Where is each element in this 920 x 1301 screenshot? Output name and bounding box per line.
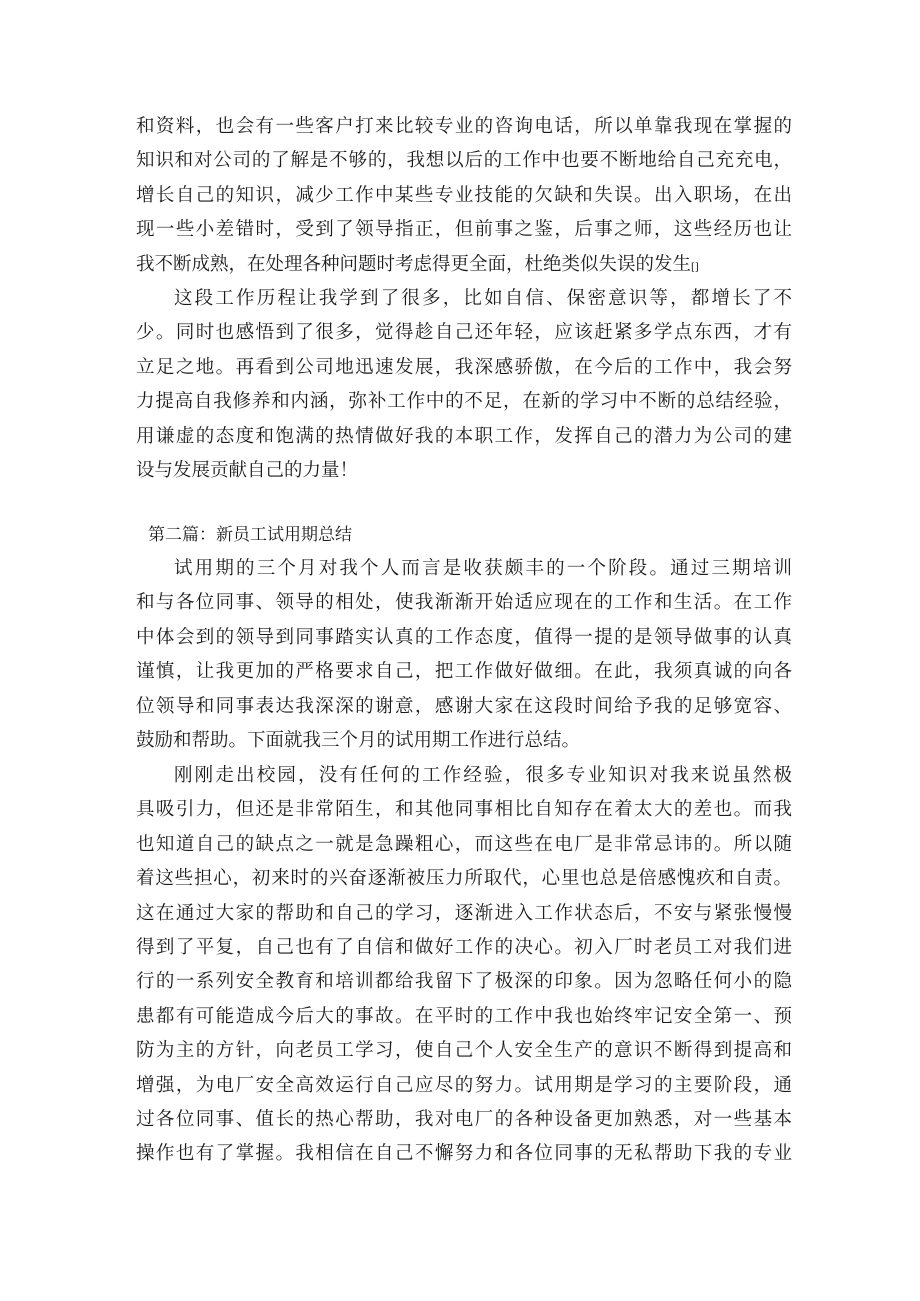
text-line: 少。同时也感悟到了很多，觉得趁自己还年轻，应该赶紧多学点东西，才有 [136,322,792,344]
text-line: 这在通过大家的帮助和自己的学习，逐渐进入工作状态后，不安与紧张慢慢 [136,902,792,924]
text-line: 增强，为电厂安全高效运行自己应尽的努力。试用期是学习的主要阶段，通 [136,1074,792,1096]
section2-paragraph2 [136,759,792,1172]
text-line: 患都有可能造成今后大的事故。在平时的工作中我也始终牢记安全第一、预 [136,1005,792,1027]
text-line: 这段工作历程让我学到了很多，比如自信、保密意识等，都增长了不 [174,288,792,309]
text-line: 谨慎，让我更加的严格要求自己，把工作做好做细。在此，我须真诚的向各 [136,661,792,683]
footnote-mark: [] [691,261,699,273]
text-line: 力提高自我修养和内涵，弥补工作中的不足，在新的学习中不断的总结经验， [136,391,792,413]
text-line: 知识和对公司的了解是不够的，我想以后的工作中也要不断地给自己充充电， [136,150,792,172]
text-line: 设与发展贡献自己的力量！ [136,459,359,481]
section1-paragraph2 [136,282,792,488]
text-line: 刚刚走出校园，没有任何的工作经验，很多专业知识对我来说虽然极 [174,765,792,786]
text-line: 过各位同事、值长的热心帮助，我对电厂的各种设备更加熟悉，对一些基本 [136,1108,792,1130]
section1-paragraph1 [136,110,792,282]
text-line: 和资料，也会有一些客户打来比较专业的咨询电话，所以单靠我现在掌握的 [136,116,792,137]
text-line: 和与各位同事、领导的相处，使我渐渐开始适应现在的工作和生活。在工作 [136,592,792,614]
text-line: 试用期的三个月对我个人而言是收获颇丰的一个阶段。通过三期培训 [174,558,792,579]
section2-heading: 第二篇：新员工试用期总结 [148,525,352,545]
text-line: 用谦虚的态度和饱满的热情做好我的本职工作，发挥自己的潜力为公司的建 [136,425,792,447]
text-line: 增长自己的知识，减少工作中某些专业技能的欠缺和失误。出入职场，在出 [136,184,792,206]
text-line: 鼓励和帮助。下面就我三个月的试用期工作进行总结。 [136,729,581,751]
text-line: 操作也有了掌握。我相信在自己不懈努力和各位同事的无私帮助下我的专业 [136,1143,792,1165]
text-line-last [136,248,792,282]
text-line: 也知道自己的缺点之一就是急躁粗心，而这些在电厂是非常忌讳的。所以随 [136,833,792,855]
text-line: 现一些小差错时，受到了领导指正，但前事之鉴，后事之师，这些经历也让 [136,219,792,241]
text-line: 行的一系列安全教育和培训都给我留下了极深的印象。因为忽略任何小的隐 [136,971,792,993]
text-line: 防为主的方针，向老员工学习，使自己个人安全生产的意识不断得到提高和 [136,1040,792,1062]
text-line: 中体会到的领导到同事踏实认真的工作态度，值得一提的是领导做事的认真 [136,626,792,648]
text-line: 具吸引力，但还是非常陌生，和其他同事相比自知存在着太大的差也。而我 [136,799,792,821]
text-line-content: 我不断成熟，在处理各种问题时考虑得更全面，杜绝类似失误的发生 [136,253,692,275]
text-line: 立足之地。再看到公司地迅速发展，我深感骄傲，在今后的工作中，我会努 [136,356,792,378]
section2-paragraph1 [136,552,792,758]
text-line: 得到了平复，自己也有了自信和做好工作的决心。初入厂时老员工对我们进 [136,936,792,958]
text-line: 着这些担心，初来时的兴奋逐渐被压力所取代，心里也总是倍感愧疚和自责。 [136,868,792,890]
text-line: 位领导和同事表达我深深的谢意，感谢大家在这段时间给予我的足够宽容、 [136,695,792,717]
